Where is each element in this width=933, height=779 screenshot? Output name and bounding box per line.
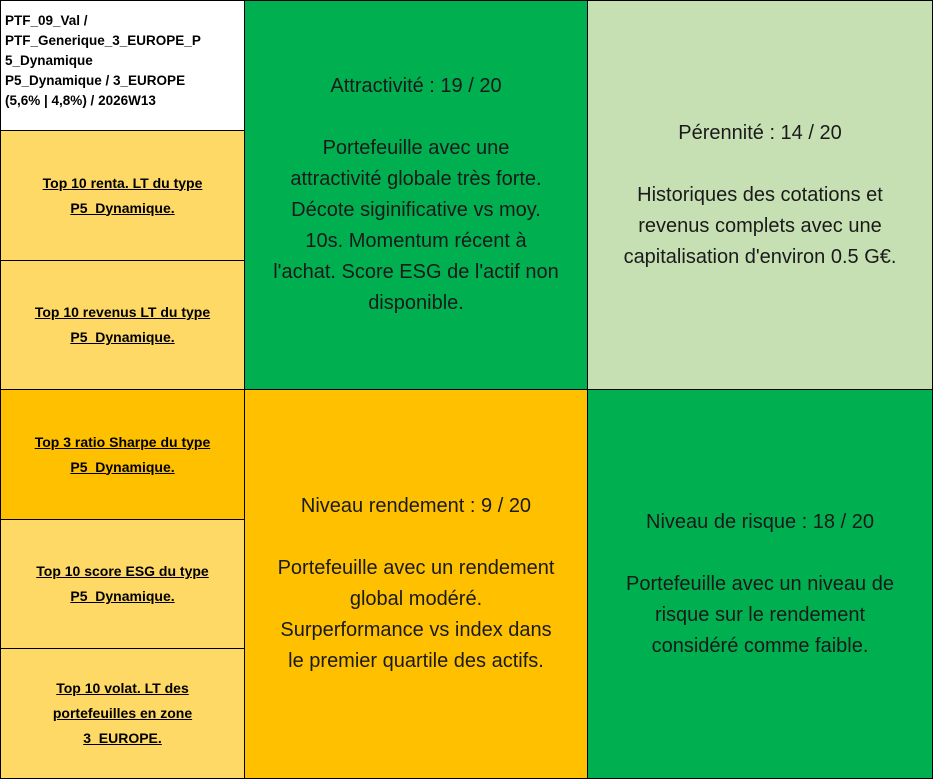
link-line[interactable]: P5_Dynamique. <box>70 329 175 345</box>
perennite-title: Pérennité : 14 / 20 <box>678 121 842 144</box>
perennite-text: Historiques des cotations et <box>637 183 883 206</box>
link-top10-volat[interactable] <box>0 648 245 779</box>
link-top10-renta[interactable] <box>0 130 245 261</box>
link-line[interactable]: Top 10 renta. LT du type <box>42 174 203 191</box>
perennite-text: capitalisation d'environ 0.5 G€. <box>623 245 897 268</box>
link-line[interactable]: Top 10 score ESG du type <box>36 563 209 579</box>
risque-text: Portefeuille avec un niveau de <box>626 572 894 595</box>
rendement-title: Niveau rendement : 9 / 20 <box>300 495 532 517</box>
link-text[interactable] <box>53 676 192 751</box>
link-line[interactable]: P5_Dynamique. <box>70 458 175 475</box>
link-text[interactable] <box>43 171 203 221</box>
perennite-cell <box>587 0 933 390</box>
link-text[interactable] <box>35 300 210 350</box>
risque-cell <box>587 389 933 779</box>
rendement-text: le premier quartile des actifs. <box>288 650 544 672</box>
link-line[interactable]: P5_Dynamique. <box>70 588 175 604</box>
attractivite-cell <box>244 0 588 390</box>
link-line[interactable]: P5_Dynamique. <box>70 199 175 216</box>
rendement-cell <box>244 389 588 779</box>
attractivite-text: attractivité globale très forte. <box>290 168 542 190</box>
link-line[interactable]: 3_EUROPE. <box>83 730 162 746</box>
perennite-text: revenus complets avec une <box>638 214 882 237</box>
rendement-text: global modéré. <box>349 588 483 610</box>
rendement-text: Surperformance vs index dans <box>280 619 552 641</box>
header-line: PTF_09_Val / <box>5 13 88 28</box>
link-line[interactable]: Top 3 ratio Sharpe du type <box>34 433 211 450</box>
link-line[interactable]: Top 10 volat. LT des <box>56 680 189 696</box>
attractivite-text: disponible. <box>368 292 464 314</box>
link-text[interactable] <box>36 559 208 609</box>
attractivite-text: Portefeuille avec une <box>322 137 510 159</box>
risque-text: risque sur le rendement <box>654 603 866 626</box>
link-line[interactable]: Top 10 revenus LT du type <box>34 304 211 320</box>
link-top10-esg[interactable] <box>0 519 245 649</box>
attractivite-title: Attractivité : 19 / 20 <box>330 75 502 97</box>
attractivite-text: l'achat. Score ESG de l'actif non <box>273 261 559 283</box>
risque-text: considéré comme faible. <box>651 634 869 657</box>
portfolio-header <box>0 0 245 131</box>
link-top3-sharpe[interactable] <box>0 389 245 520</box>
header-line: P5_Dynamique / 3_EUROPE <box>5 73 186 88</box>
link-top10-revenus[interactable] <box>0 260 245 390</box>
attractivite-text: Décote siginificative vs moy. <box>291 199 541 221</box>
header-line: (5,6% | 4,8%) / 2026W13 <box>5 93 156 108</box>
link-text[interactable] <box>35 430 211 480</box>
attractivite-text: 10s. Momentum récent à <box>305 230 527 252</box>
rendement-text: Portefeuille avec un rendement <box>277 557 555 579</box>
header-line: PTF_Generique_3_EUROPE_P <box>5 33 201 48</box>
risque-title: Niveau de risque : 18 / 20 <box>646 510 874 533</box>
header-line: 5_Dynamique <box>5 53 93 68</box>
link-line[interactable]: portefeuilles en zone <box>52 705 193 721</box>
